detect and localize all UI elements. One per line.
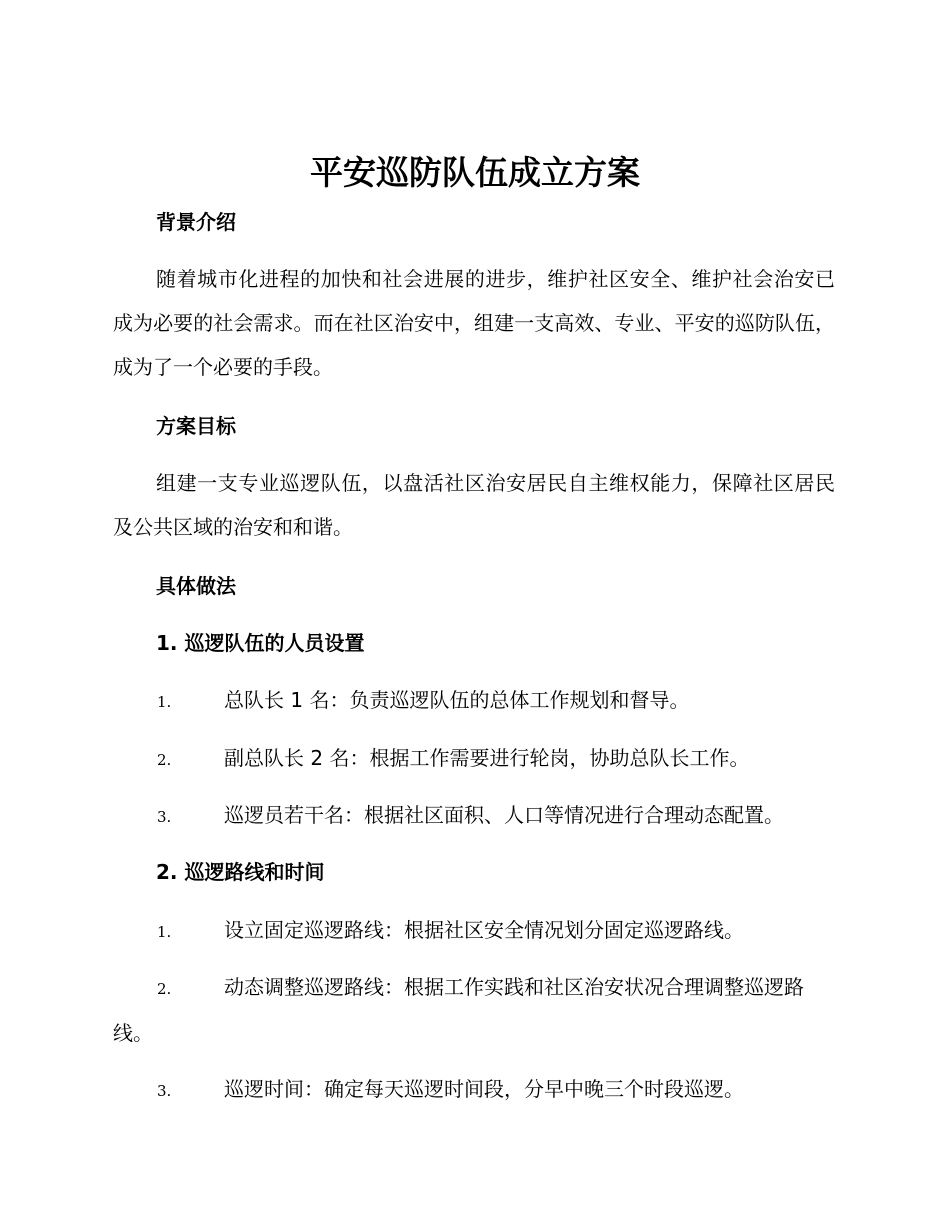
list-item-number: 2. bbox=[157, 980, 172, 998]
list-item-text: 动态调整巡逻路线：根据工作实践和社区治安状况合理调整巡逻路线。 bbox=[113, 975, 804, 1045]
list-item bbox=[113, 793, 835, 839]
list-item bbox=[113, 908, 835, 954]
list-item-text: 巡逻员若干名：根据社区面积、人口等情况进行合理动态配置。 bbox=[224, 803, 784, 827]
list-item bbox=[113, 678, 835, 724]
list-item-number: 3. bbox=[157, 808, 172, 826]
section-heading-method: 具体做法 bbox=[156, 574, 236, 598]
subsection-heading-staffing: 1. 巡逻队伍的人员设置 bbox=[156, 631, 365, 655]
list-item bbox=[113, 1067, 835, 1113]
list-item-text: 设立固定巡逻路线：根据社区安全情况划分固定巡逻路线。 bbox=[224, 918, 744, 942]
list-item-text: 巡逻时间：确定每天巡逻时间段，分早中晚三个时段巡逻。 bbox=[224, 1077, 744, 1101]
section-heading-goal: 方案目标 bbox=[156, 414, 236, 438]
document-title: 平安巡防队伍成立方案 bbox=[310, 153, 640, 192]
section-heading-background: 背景介绍 bbox=[156, 210, 236, 234]
list-item bbox=[113, 965, 835, 1055]
background-paragraph: 随着城市化进程的加快和社会进展的进步，维护社区安全、维护社会治安已成为必要的社会需求。而在社区治安中，组建一支高效、专业、平安的巡防队伍，成为了一个必要的手段。 bbox=[113, 267, 835, 379]
list-item-number: 3. bbox=[157, 1082, 172, 1100]
list-item-number: 1. bbox=[157, 693, 172, 711]
list-item-number: 1. bbox=[157, 923, 172, 941]
list-item-number: 2. bbox=[157, 751, 172, 769]
list-item bbox=[113, 736, 835, 782]
goal-paragraph: 组建一支专业巡逻队伍，以盘活社区治安居民自主维权能力，保障社区居民及公共区域的治安和和谐。 bbox=[113, 471, 835, 539]
list-item-text: 副总队长 2 名：根据工作需要进行轮岗，协助总队长工作。 bbox=[224, 746, 750, 770]
list-item-text: 总队长 1 名：负责巡逻队伍的总体工作规划和督导。 bbox=[224, 688, 690, 712]
subsection-heading-routes: 2. 巡逻路线和时间 bbox=[156, 860, 325, 884]
